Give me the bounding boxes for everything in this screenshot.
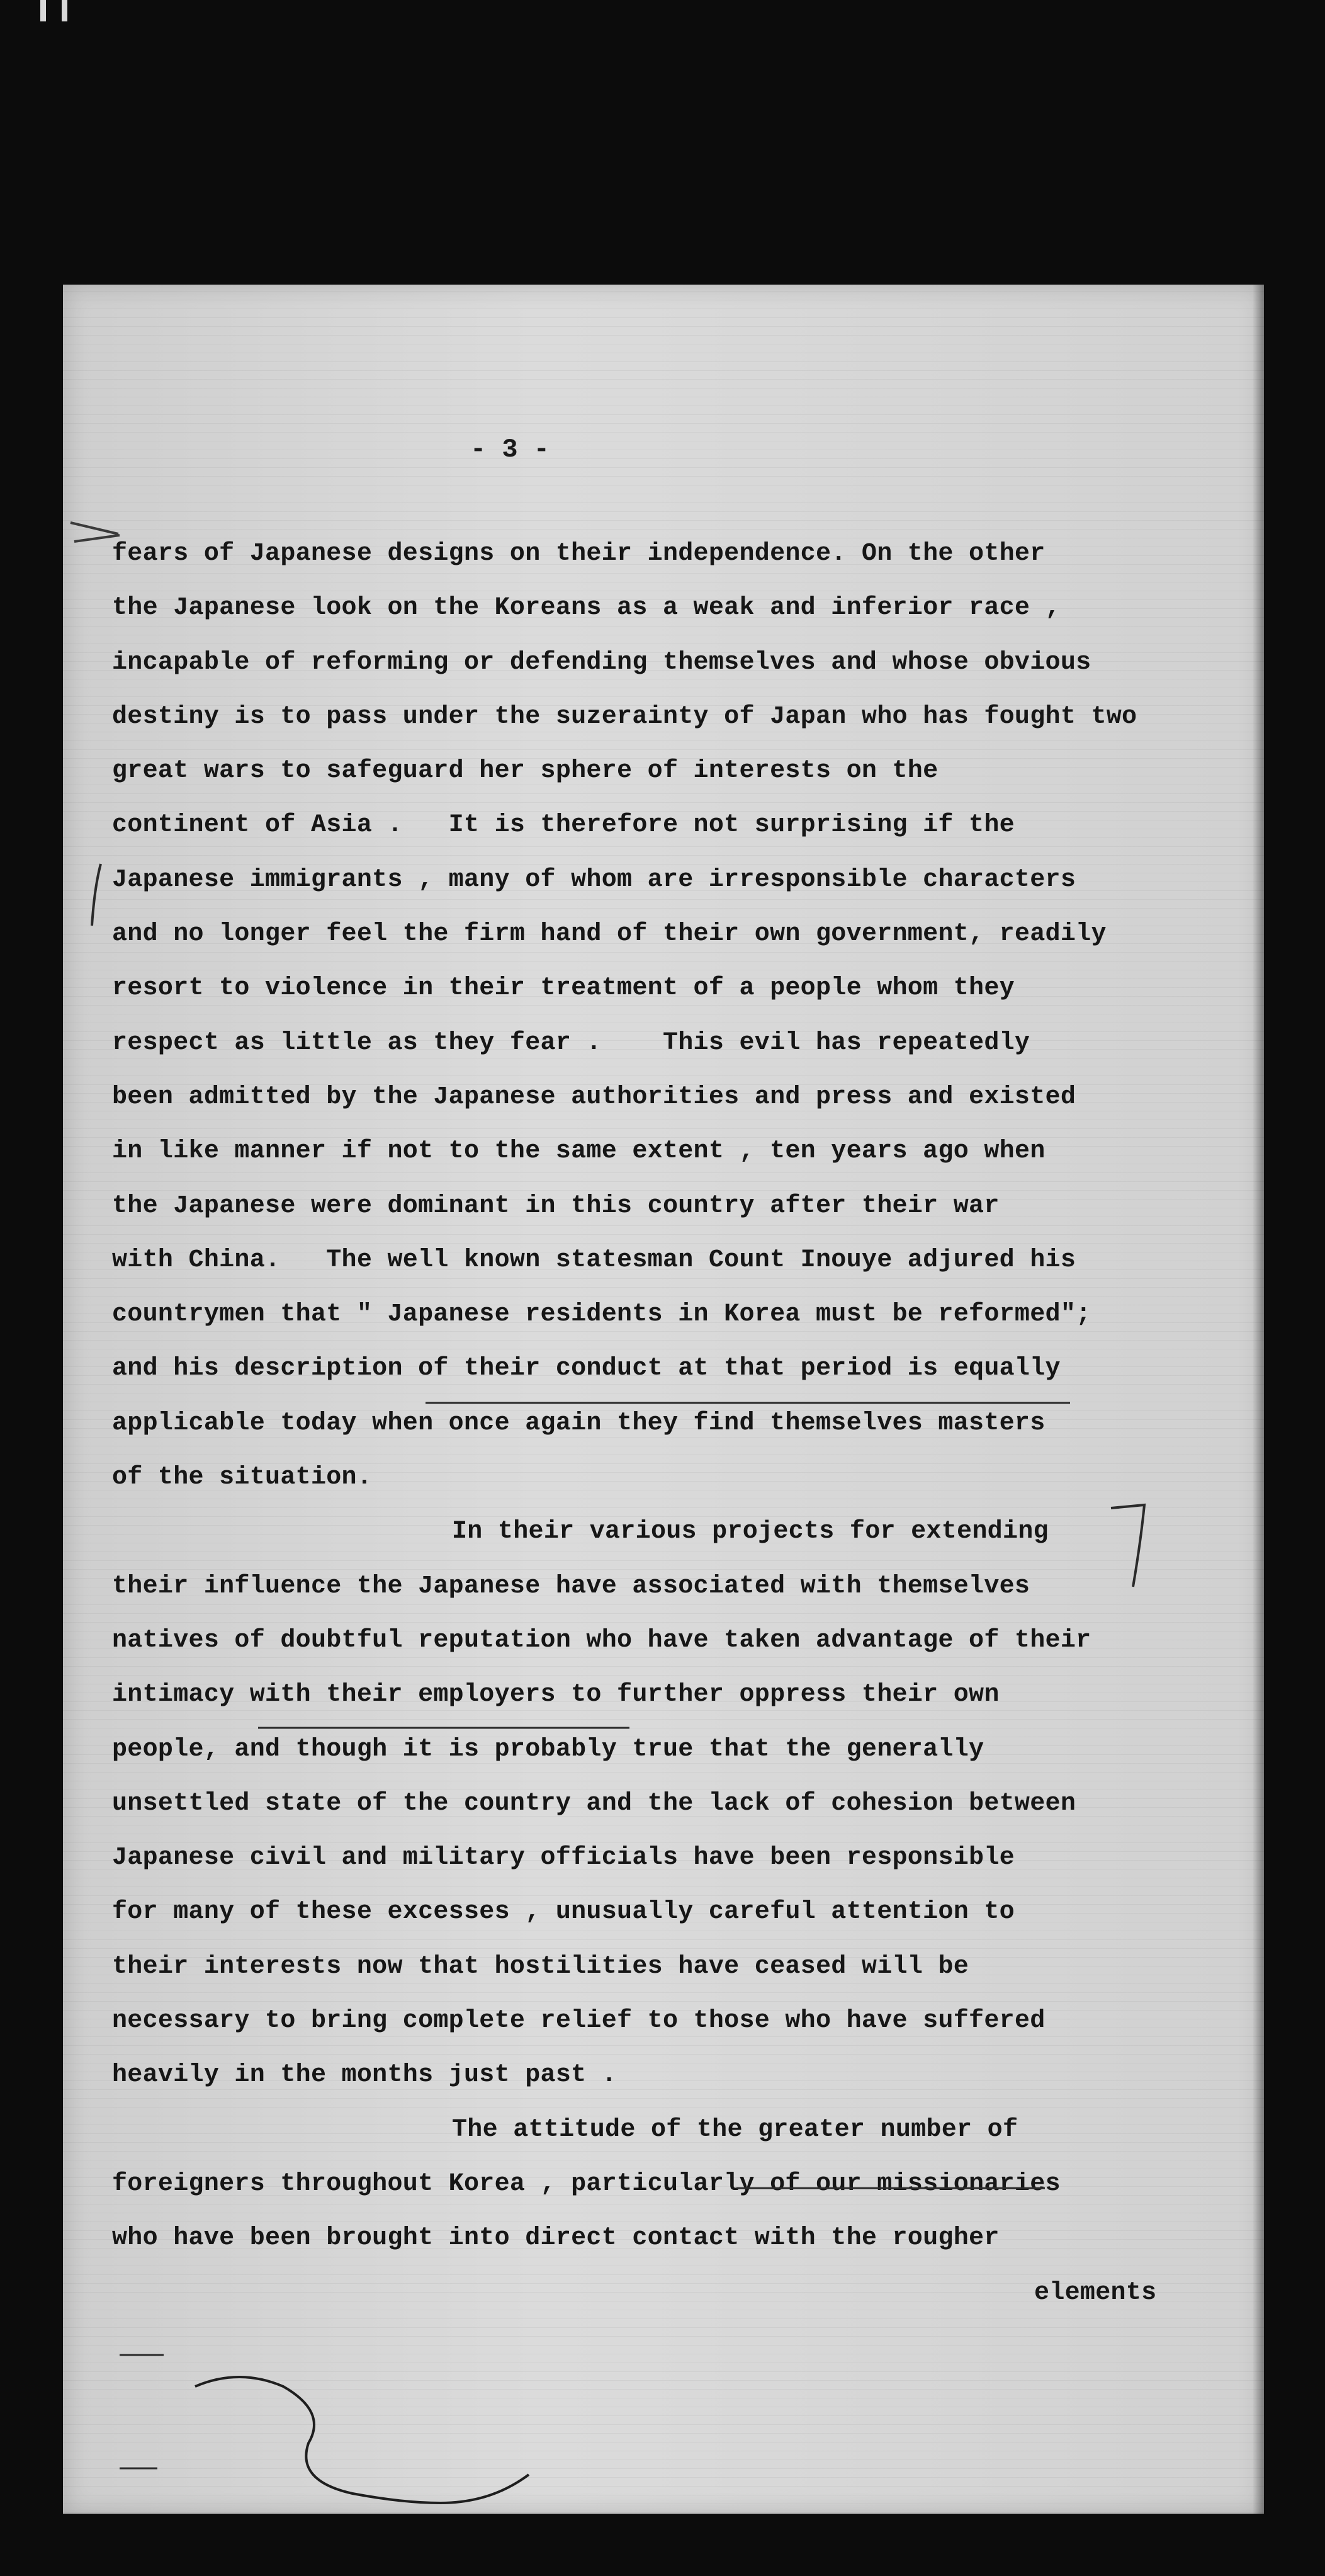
text-line: great wars to safeguard her sphere of interests on the — [112, 757, 939, 786]
text-line: intimacy with their employers to further oppress their own — [112, 1681, 1000, 1710]
text-line: their influence the Japanese have associated with themselves — [112, 1572, 1030, 1601]
text-line: continent of Asia . It is therefore not surprising if the — [112, 811, 1015, 840]
text-line: who have been brought into direct contact with the rougher — [112, 2224, 1000, 2253]
text-line: applicable today when once again they find themselves masters — [112, 1409, 1046, 1438]
page-edge-shadow — [1253, 285, 1264, 2514]
text-line: for many of these excesses , unusually careful attention to — [112, 1898, 1015, 1927]
text-line: destiny is to pass under the suzerainty of Japan who has fought two — [112, 702, 1137, 731]
text-line: respect as little as they fear . This evil has repeatedly — [112, 1028, 1030, 1057]
page-number: - 3 - — [470, 434, 550, 465]
text-line: their interests now that hostilities have ceased will be — [112, 1952, 969, 1981]
text-line: unsettled state of the country and the lack of cohesion between — [112, 1789, 1076, 1818]
text-line: and his description of their conduct at that period is equally — [112, 1354, 1061, 1383]
text-line: of the situation. — [112, 1463, 373, 1492]
text-line: the Japanese look on the Koreans as a weak and inferior race , — [112, 594, 1061, 623]
film-edge-mark — [40, 0, 69, 21]
text-line: fears of Japanese designs on their independence. On the other — [112, 540, 1046, 568]
catchword: elements — [1034, 2278, 1157, 2307]
text-line: been admitted by the Japanese authorities and press and existed — [112, 1082, 1076, 1111]
text-line: foreigners throughout Korea , particularly of our missionaries — [112, 2169, 1061, 2198]
letter-body — [112, 527, 1245, 2320]
text-line: necessary to bring complete relief to those who have suffered — [112, 2007, 1046, 2036]
text-line: people, and though it is probably true that the generally — [112, 1735, 984, 1764]
text-line: Japanese civil and military officials have been responsible — [112, 1844, 1015, 1873]
text-line: incapable of reforming or defending themselves and whose obvious — [112, 648, 1091, 677]
typed-letter-page — [63, 285, 1264, 2514]
text-line: in like manner if not to the same extent , ten years ago when — [112, 1137, 1046, 1166]
text-line: Japanese immigrants , many of whom are irresponsible characters — [112, 865, 1076, 894]
text-line: In their various projects for extending — [452, 1518, 1049, 1546]
text-line: with China. The well known statesman Count Inouye adjured his — [112, 1245, 1076, 1274]
text-line: countrymen that " Japanese residents in Korea must be reformed"; — [112, 1300, 1091, 1329]
text-line: resort to violence in their treatment of a people whom they — [112, 974, 1015, 1003]
text-line: natives of doubtful reputation who have taken advantage of their — [112, 1626, 1091, 1655]
text-line: heavily in the months just past . — [112, 2061, 617, 2090]
text-line: the Japanese were dominant in this country after their war — [112, 1191, 1000, 1220]
text-line: The attitude of the greater number of — [452, 2115, 1018, 2144]
text-line: and no longer feel the firm hand of their own government, readily — [112, 920, 1107, 949]
